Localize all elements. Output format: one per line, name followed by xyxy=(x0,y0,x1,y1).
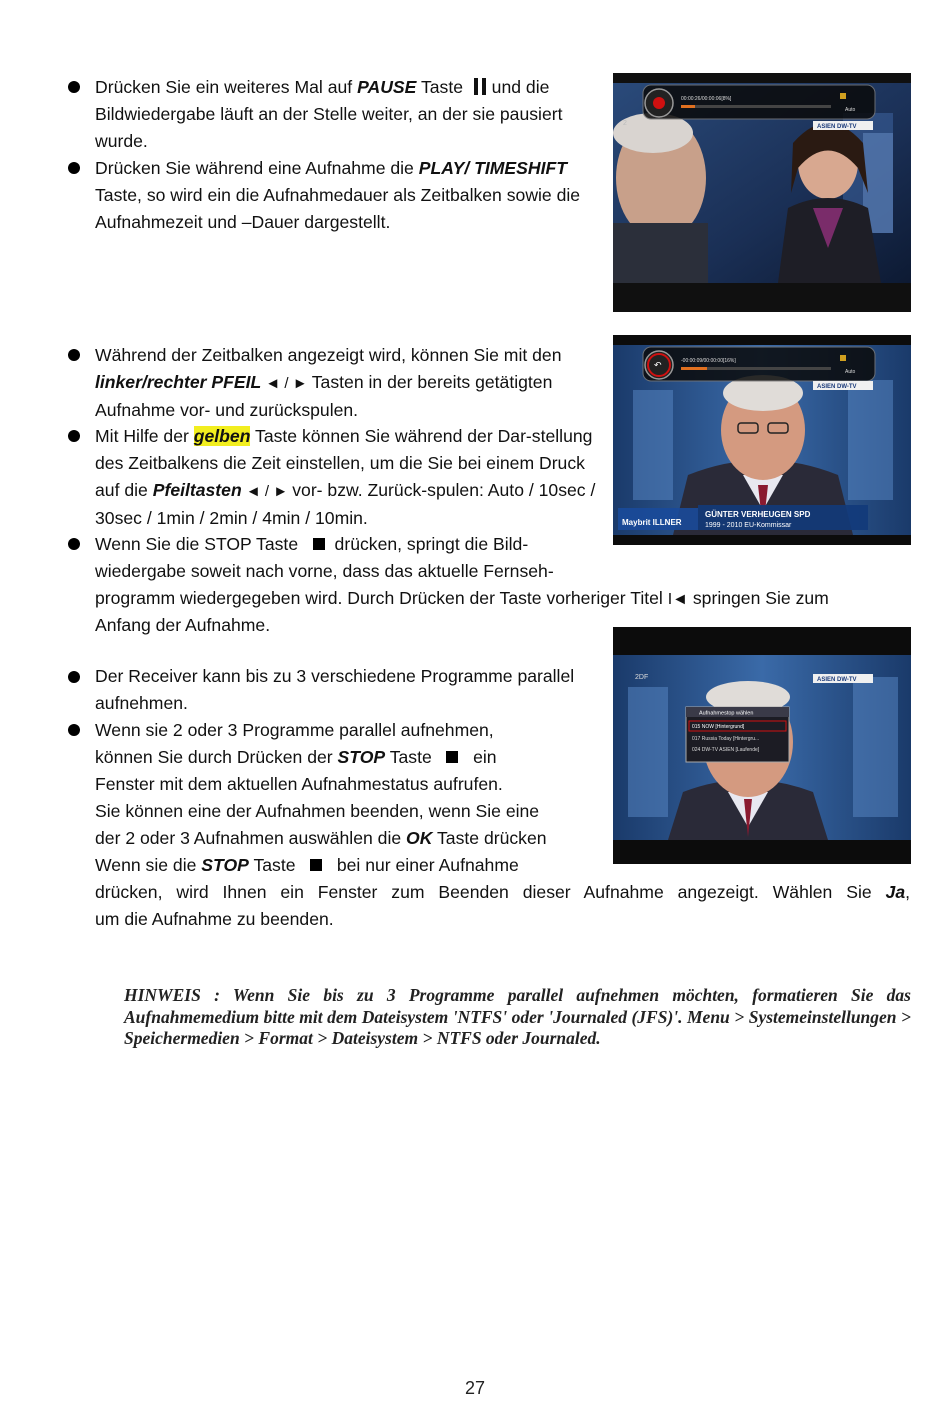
tv-screenshot-timebar xyxy=(613,73,911,312)
channel-number: 2DF xyxy=(635,674,649,681)
paragraph-status-l2 xyxy=(95,744,605,771)
dialog-item[interactable]: 017 Russia Today [Hintergru... xyxy=(692,736,760,742)
paragraph-status-l4 xyxy=(95,798,605,825)
dialog-title: Aufnahmestop wählen xyxy=(699,710,754,717)
timebar-time: 00:00:26/00:00:06[8%] xyxy=(681,96,732,102)
text: programm wiedergegeben wird. Durch Drücken der Taste vorheriger Titel xyxy=(95,588,668,608)
channel-logo: ASIEN DW-TV xyxy=(817,677,857,683)
paragraph-status-l5 xyxy=(95,825,605,852)
text: Taste, so wird ein die Aufnahmedauer als Zeitbalken sowie die Aufnahmezeit und –Dauer dargestellt. xyxy=(95,185,581,232)
key-pause: PAUSE xyxy=(357,77,417,97)
text: Während der Zeitbalken angezeigt wird, können Sie mit den xyxy=(95,345,562,365)
text: drücken, wird Ihnen ein Fenster zum Beenden dieser Aufnahme angezeigt. Wählen Sie xyxy=(95,882,886,902)
timebar-time: -00:00:09/00:00:00[16%] xyxy=(681,358,736,364)
paragraph-parallel xyxy=(95,663,575,717)
paragraph-stop-line3 xyxy=(95,585,915,613)
bullet xyxy=(68,538,80,550)
key-stop: STOP xyxy=(337,747,386,767)
paragraph-status-l1 xyxy=(95,717,605,744)
text: Mit Hilfe der xyxy=(95,426,194,446)
tv-image-3 xyxy=(613,627,911,864)
lower-third-name: GÜNTER VERHEUGEN SPD xyxy=(705,510,811,519)
show-logo: Maybrit ILLNER xyxy=(622,518,682,527)
text: Sie können eine der Aufnahmen beenden, wenn Sie eine xyxy=(95,801,540,821)
bullet xyxy=(68,162,80,174)
text: Wenn sie die xyxy=(95,855,202,875)
arrow-keys-icon: ◄ / ► xyxy=(241,483,293,500)
note-hinweis: HINWEIS : Wenn Sie bis zu 3 Programme parallel aufnehmen möchten, formatieren Sie das Aufnahmemedium bitte mit dem Dateisystem 'NTFS' oder 'Journaled (JFS)'. Menu > Systemeinstellungen > Speichermedien > Format > Dateisystem > NTFS oder Journaled. xyxy=(124,985,911,1048)
text: vor- bzw. Zurück-spulen: Auto / 10sec / 30sec / 1min / 2min / 4min / 10min. xyxy=(95,480,596,528)
text: Taste drücken xyxy=(432,828,547,848)
paragraph-stop-line4 xyxy=(95,612,605,639)
paragraph-yellow-key xyxy=(95,423,600,532)
text: Anfang der Aufnahme. xyxy=(95,615,271,635)
channel-number: 2 xyxy=(623,120,627,127)
key-ja: Ja xyxy=(885,882,906,902)
page-number: 27 xyxy=(464,1378,486,1398)
arrow-keys-icon: ◄ / ► xyxy=(261,375,312,392)
bullet xyxy=(68,349,80,361)
text: Fenster mit dem aktuellen Aufnahmestatus aufrufen. xyxy=(95,774,503,794)
tv-image-2 xyxy=(613,335,911,545)
key-yellow: gelben xyxy=(193,426,251,446)
bullet xyxy=(68,81,80,93)
text: und die Bildwiedergabe läuft an der Stelle weiter, an der sie pausiert wurde. xyxy=(95,77,563,151)
text: Wenn Sie die STOP Taste xyxy=(95,534,299,554)
key-arrow-keys: Pfeiltasten xyxy=(152,480,242,500)
lower-third-role: 1999 - 2010 EU-Kommissar xyxy=(705,522,792,529)
text: , xyxy=(905,882,910,902)
bullet xyxy=(68,430,80,442)
text: Taste xyxy=(385,747,432,767)
bullet xyxy=(68,724,80,736)
tv-screenshot-rewind xyxy=(613,335,911,545)
key-arrows: linker/rechter PFEIL xyxy=(95,372,262,392)
text: drücken, springt die Bild- xyxy=(329,534,529,554)
text: ein xyxy=(468,747,497,767)
timebar-mode: Auto xyxy=(845,107,856,113)
bullet xyxy=(68,671,80,683)
key-play-timeshift: PLAY/ TIMESHIFT xyxy=(418,158,567,178)
text: können Sie durch Drücken der xyxy=(95,747,338,767)
stop-icon xyxy=(313,538,325,550)
paragraph-timeshift xyxy=(95,155,600,236)
timebar-mode: Auto xyxy=(845,369,856,375)
text: Wenn sie 2 oder 3 Programme parallel aufnehmen, xyxy=(95,720,494,740)
text: Drücken Sie ein weiteres Mal auf xyxy=(95,77,358,97)
text: bei nur einer Aufnahme xyxy=(331,855,519,875)
text: wiedergabe soweit nach vorne, dass das aktuelle Fernseh- xyxy=(95,561,554,581)
paragraph-status-l7 xyxy=(95,879,910,906)
text: Taste xyxy=(416,77,464,97)
paragraph-pause xyxy=(95,74,600,155)
paragraph-arrows xyxy=(95,342,600,424)
text: Der Receiver kann bis zu 3 verschiedene Programme parallel aufnehmen. xyxy=(95,666,575,713)
text: springen Sie zum xyxy=(688,588,829,608)
text: Taste können Sie während der Dar-stellung des Zeitbalkens die Zeit einstellen, um die Sie bei einem Druck auf die xyxy=(95,426,593,500)
text: um die Aufnahme zu beenden. xyxy=(95,909,334,929)
text: Taste xyxy=(248,855,296,875)
dialog-item[interactable]: 024 DW-TV ASIEN [Laufende] xyxy=(692,747,760,753)
channel-logo: ASIEN DW-TV xyxy=(817,124,857,130)
channel-logo: ASIEN DW-TV xyxy=(817,384,857,390)
text: der 2 oder 3 Aufnahmen auswählen die xyxy=(95,828,407,848)
tv-screenshot-stop-dialog xyxy=(613,627,911,864)
rewind-icon: ↶ xyxy=(654,360,662,370)
paragraph-stop-line1 xyxy=(95,531,605,558)
key-stop: STOP xyxy=(201,855,249,875)
text: Tasten in der bereits getätigten Aufnahme vor- und zurückspulen. xyxy=(95,372,553,420)
paragraph-status-l3 xyxy=(95,771,605,798)
stop-icon xyxy=(446,751,458,763)
tv-image-1 xyxy=(613,73,911,312)
dialog-item[interactable]: 015 NOW [Hintergrund] xyxy=(692,724,745,730)
paragraph-stop-line2 xyxy=(95,558,605,585)
pause-icon xyxy=(473,78,487,95)
text: Drücken Sie während eine Aufnahme die xyxy=(95,158,419,178)
key-ok: OK xyxy=(406,828,433,848)
previous-track-icon: I◄ xyxy=(667,591,688,608)
stop-icon xyxy=(310,859,322,871)
paragraph-status-l6 xyxy=(95,852,605,879)
paragraph-status-l8 xyxy=(95,906,910,933)
